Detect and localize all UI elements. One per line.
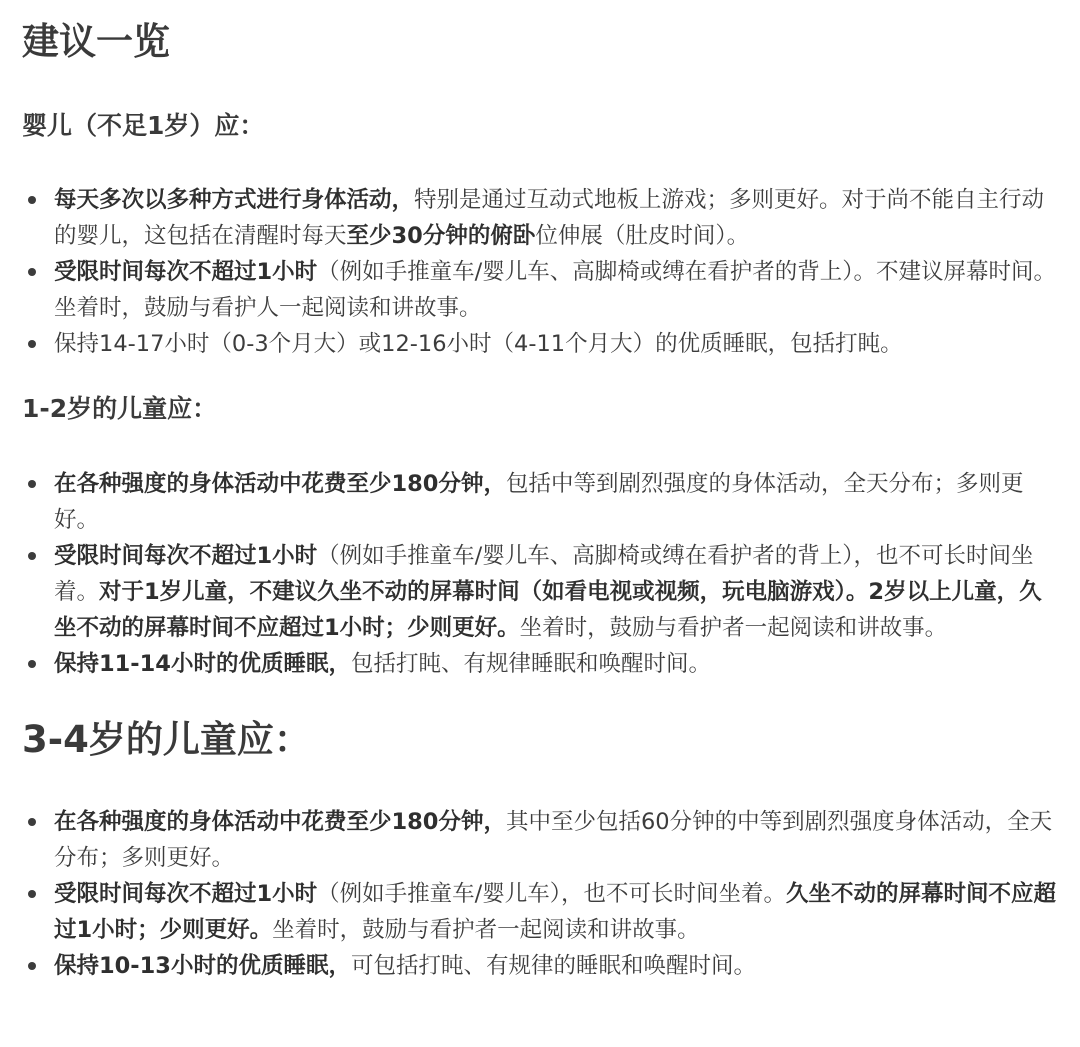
list-item [22, 876, 1060, 948]
list-item [22, 646, 1060, 682]
emphasis-text: 在各种强度的身体活动中花费至少180分钟， [54, 809, 506, 835]
emphasis-text: 久坐不动的屏幕时间不应超过1小时；少则更好。 [54, 881, 1057, 943]
emphasis-text: 受限时间每次不超过1小时 [54, 881, 318, 907]
page-title: 建议一览 [22, 20, 170, 63]
body-text: 特别是通过互动式地板上游戏；多则更好。对于尚不能自主行动的婴儿，这包括在清醒时每天 [54, 187, 1045, 249]
body-text: （例如手推童车/婴儿车、高脚椅或缚在看护者的背上），也不可长时间坐着。 [54, 543, 1034, 605]
list-item [22, 254, 1060, 326]
body-text: 包括打盹、有规律睡眠和唤醒时间。 [350, 651, 711, 677]
emphasis-text: 受限时间每次不超过1小时 [54, 259, 318, 285]
section-heading: 1-2岁的儿童应： [22, 394, 218, 423]
bullet-icon [28, 890, 36, 898]
emphasis-text: 对于1岁儿童，不建议久坐不动的屏幕时间（如看电视或视频，玩电脑游戏）。2岁以上儿童，久坐不动的屏幕时间不应超过1小时；少则更好。 [54, 579, 1042, 641]
bullet-icon [28, 552, 36, 560]
recommendation-list [22, 466, 1060, 682]
section-heading: 婴儿（不足1岁）应： [22, 111, 265, 140]
list-item [22, 182, 1060, 254]
body-text: 坐着时，鼓励与看护者一起阅读和讲故事。 [272, 917, 700, 943]
section-preschoolers [22, 716, 1060, 984]
emphasis-text: 在各种强度的身体活动中花费至少180分钟， [54, 471, 506, 497]
bullet-icon [28, 196, 36, 204]
list-item [22, 948, 1060, 984]
bullet-icon [28, 962, 36, 970]
emphasis-text: 保持10-13小时的优质睡眠， [54, 953, 351, 979]
body-text: 其中至少包括60分钟的中等到剧烈强度身体活动，全天分布；多则更好。 [54, 809, 1053, 871]
section-infants [22, 109, 1060, 362]
emphasis-text: 受限时间每次不超过1小时 [54, 543, 318, 569]
body-text: 可包括打盹、有规律的睡眠和唤醒时间。 [350, 953, 756, 979]
bullet-icon [28, 480, 36, 488]
recommendation-list [22, 182, 1060, 362]
body-text: 包括中等到剧烈强度的身体活动，全天分布；多则更好。 [54, 471, 1024, 533]
bullet-icon [28, 268, 36, 276]
bullet-icon [28, 660, 36, 668]
list-item [22, 466, 1060, 538]
body-text: 位伸展（肚皮时间）。 [535, 223, 750, 249]
body-text: 坐着时，鼓励与看护者一起阅读和讲故事。 [519, 615, 948, 641]
emphasis-text: 至少30分钟的俯卧 [346, 223, 536, 249]
bullet-icon [28, 340, 36, 348]
bullet-icon [28, 818, 36, 826]
recommendation-list [22, 804, 1060, 984]
list-item [22, 538, 1060, 646]
list-item [22, 804, 1060, 876]
section-heading: 3-4岁的儿童应： [22, 718, 311, 761]
section-toddlers [22, 392, 1060, 682]
list-item [22, 326, 1060, 362]
body-text: （例如手推童车/婴儿车、高脚椅或缚在看护者的背上）。不建议屏幕时间。坐着时，鼓励与看护人一起阅读和讲故事。 [54, 259, 1056, 321]
emphasis-text: 保持11-14小时的优质睡眠， [54, 651, 351, 677]
body-text: （例如手推童车/婴儿车），也不可长时间坐着。 [317, 881, 786, 907]
body-text: 保持14-17小时（0-3个月大）或12-16小时（4-11个月大）的优质睡眠，包括打盹。 [54, 331, 903, 357]
emphasis-text: 每天多次以多种方式进行身体活动， [54, 187, 415, 213]
